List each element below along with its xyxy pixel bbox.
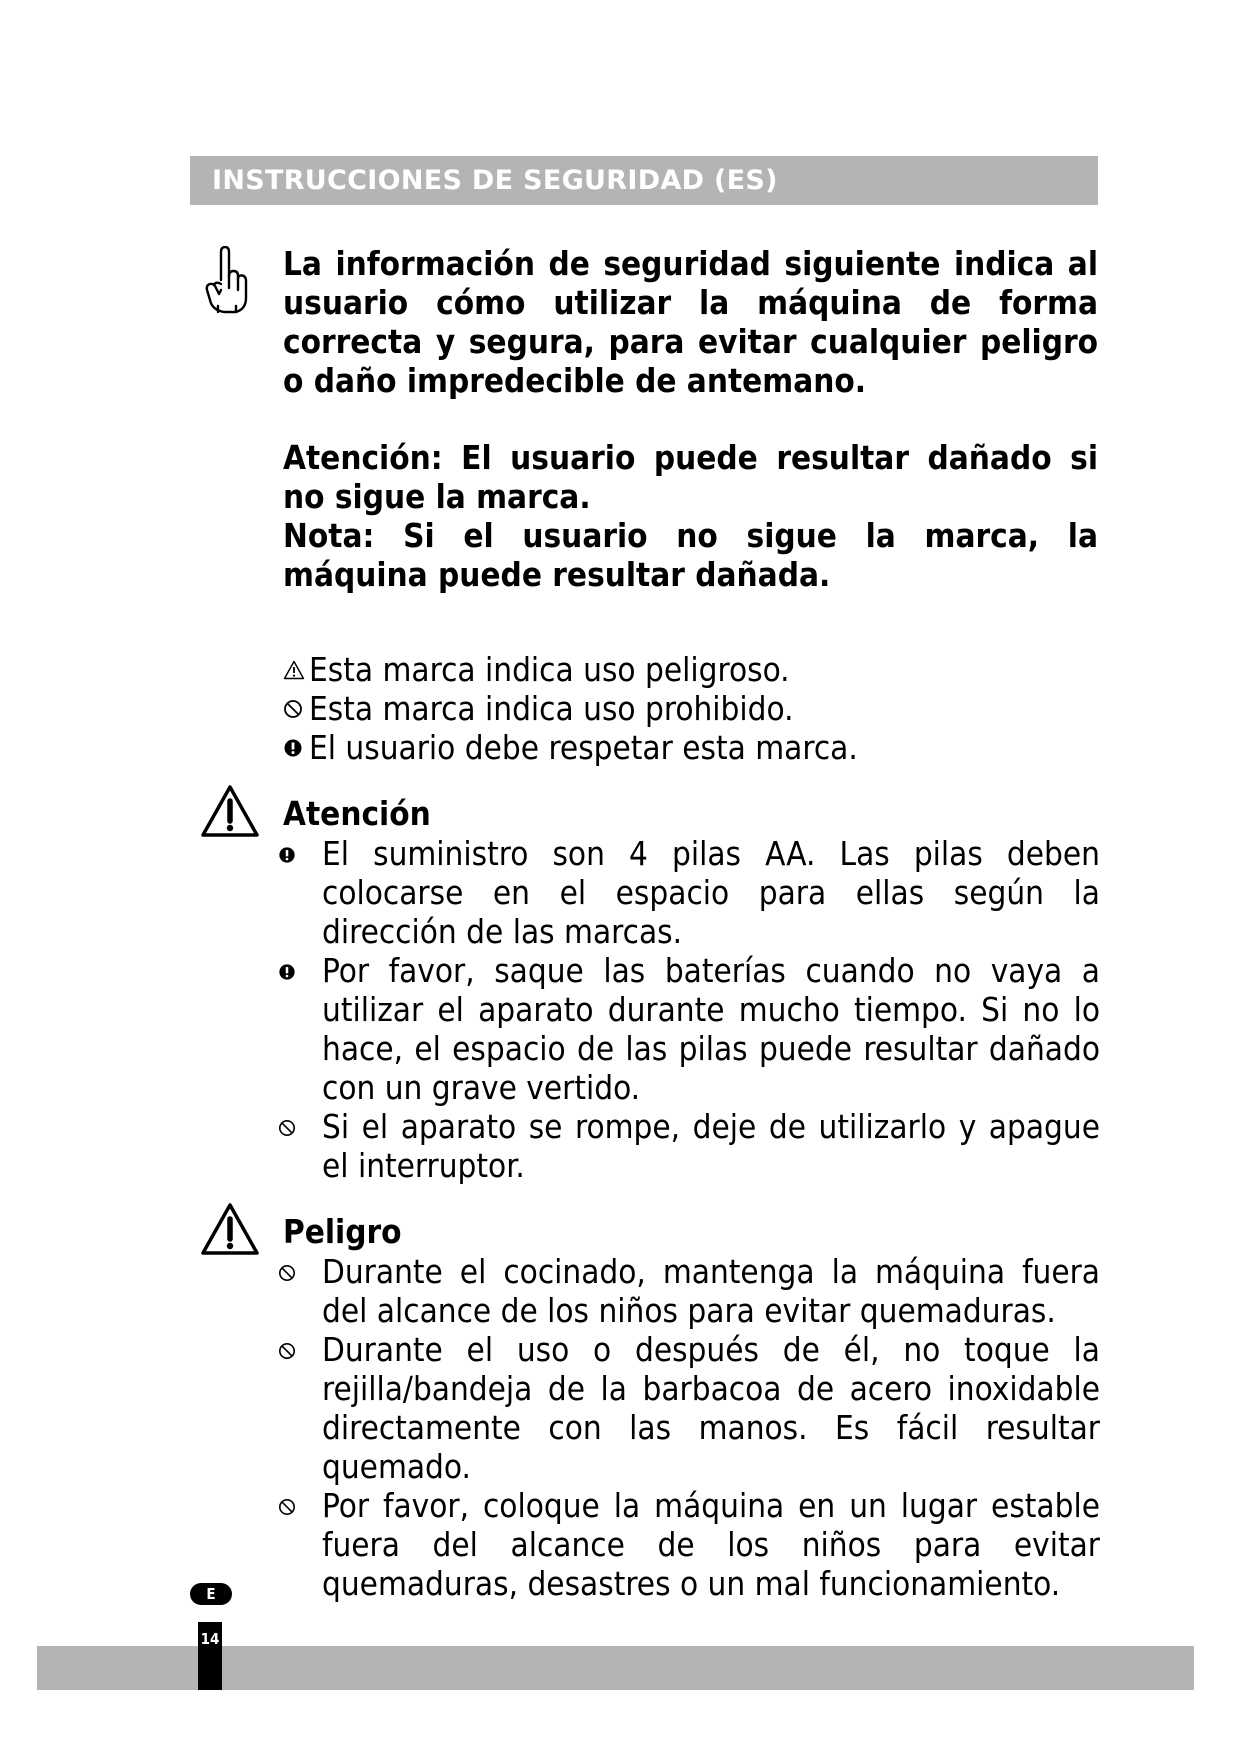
intro-paragraph: La información de seguridad siguiente indica al usuario cómo utilizar la máquina de forma correcta y segura, para evitar cualquier peligro o daño impredecible de antemano. bbox=[283, 244, 1098, 400]
legend-row-danger bbox=[283, 650, 1098, 689]
mandatory-icon bbox=[283, 738, 303, 758]
prohibited-icon bbox=[278, 1264, 296, 1282]
header-title: INSTRUCCIONES DE SEGURIDAD (ES) bbox=[212, 165, 778, 196]
warning-triangle-icon bbox=[200, 784, 260, 838]
legend-text-mandatory: El usuario debe respetar esta marca. bbox=[309, 728, 858, 767]
peligro-item-text: Durante el uso o después de él, no toque la rejilla/bandeja de la barbacoa de acero inoxidable directamente con las manos. Es fácil resultar quemado. bbox=[322, 1330, 1100, 1486]
legend-text-prohibited: Esta marca indica uso prohibido. bbox=[309, 689, 794, 728]
header-bar bbox=[190, 156, 1098, 205]
atencion-item-text: Si el aparato se rompe, deje de utilizarlo y apague el interruptor. bbox=[322, 1107, 1100, 1185]
peligro-item-text: Por favor, coloque la máquina en un lugar estable fuera del alcance de los niños para evitar quemaduras, desastres o un mal funcionamiento. bbox=[322, 1486, 1100, 1603]
atencion-item bbox=[278, 834, 1100, 951]
peligro-item-text: Durante el cocinado, mantenga la máquina fuera del alcance de los niños para evitar quemaduras. bbox=[322, 1252, 1100, 1330]
pointing-hand-icon bbox=[204, 246, 248, 316]
atencion-item bbox=[278, 1107, 1100, 1185]
prohibited-icon bbox=[278, 1342, 296, 1360]
peligro-list bbox=[278, 1252, 1100, 1603]
prohibited-icon bbox=[278, 1498, 296, 1516]
peligro-title: Peligro bbox=[283, 1212, 402, 1251]
atencion-list bbox=[278, 834, 1100, 1185]
mandatory-icon bbox=[278, 963, 296, 981]
prohibited-icon bbox=[278, 1119, 296, 1137]
mandatory-icon bbox=[278, 846, 296, 864]
atencion-item-text: El suministro son 4 pilas AA. Las pilas deben colocarse en el espacio para ellas según la dirección de las marcas. bbox=[322, 834, 1100, 951]
legend-row-prohibited bbox=[283, 689, 1098, 728]
danger-triangle-icon bbox=[200, 1202, 260, 1256]
atencion-title: Atención bbox=[283, 794, 431, 833]
attention-notice: Atención: El usuario puede resultar dañado si no sigue la marca. bbox=[283, 438, 1098, 516]
prohibited-icon bbox=[283, 699, 303, 719]
peligro-item bbox=[278, 1486, 1100, 1603]
note-notice: Nota: Si el usuario no sigue la marca, la máquina puede resultar dañada. bbox=[283, 516, 1098, 594]
warning-small-icon bbox=[283, 660, 305, 680]
atencion-item bbox=[278, 951, 1100, 1107]
legend-text-danger: Esta marca indica uso peligroso. bbox=[309, 650, 790, 689]
legend-row-mandatory bbox=[283, 728, 1098, 767]
symbol-legend bbox=[283, 650, 1098, 767]
peligro-item bbox=[278, 1330, 1100, 1486]
page-number: 14 bbox=[198, 1622, 222, 1690]
peligro-item bbox=[278, 1252, 1100, 1330]
atencion-item-text: Por favor, saque las baterías cuando no vaya a utilizar el aparato durante mucho tiempo. Si no lo hace, el espacio de las pilas puede resultar dañado con un grave vertido. bbox=[322, 951, 1100, 1107]
language-badge: E bbox=[190, 1583, 232, 1605]
